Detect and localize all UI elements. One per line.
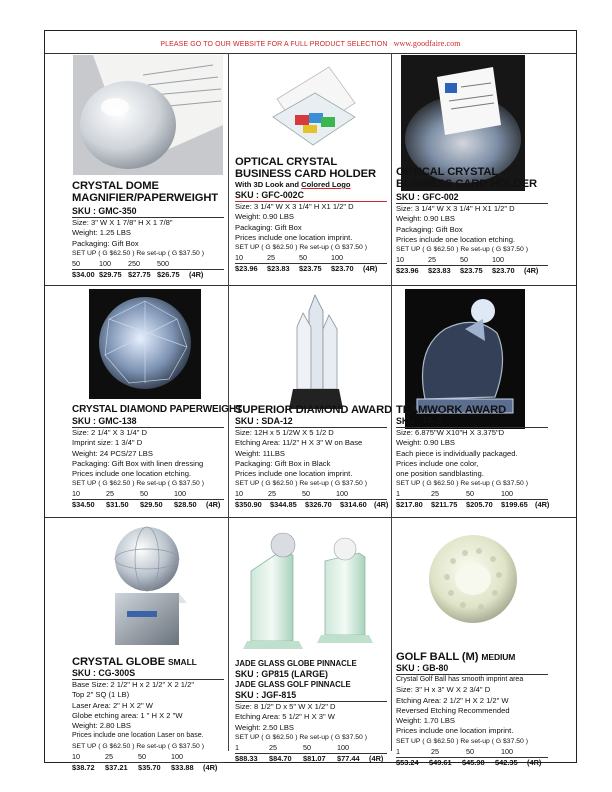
setup-charges: SET UP ( G $62.50 ) Re set-up ( G $37.50 ) <box>235 733 367 741</box>
product-subtitle <box>235 180 395 190</box>
qty-value: 1 <box>396 746 400 756</box>
detail-line: Weight: 0.90 LBS <box>396 438 455 448</box>
price-value: $31.50 <box>106 500 129 510</box>
price-value: $34.50 <box>72 500 95 510</box>
price-value: $23.83 <box>267 264 290 274</box>
price-value: $23.70 <box>331 264 354 274</box>
product-details <box>72 680 232 742</box>
qty-value: 25 <box>431 489 439 499</box>
quantity-row <box>72 752 232 762</box>
detail-line: Packaging: Gift Box <box>396 224 463 234</box>
qty-value: 100 <box>99 258 111 268</box>
price-value: $26.75 <box>157 269 180 279</box>
qty-value: 100 <box>501 489 513 499</box>
price-row <box>72 763 232 773</box>
qty-value: 50 <box>299 253 307 263</box>
qty-value: 25 <box>431 746 439 756</box>
product-sku: SKU : CG-300S <box>72 668 136 678</box>
detail-line: Laser Area: 2" H X 2" W <box>72 700 153 710</box>
price-value: $84.70 <box>269 753 292 763</box>
price-value: $35.70 <box>138 762 161 772</box>
product-title <box>235 156 395 180</box>
price-value: $34.00 <box>72 269 95 279</box>
qty-value: 250 <box>128 258 140 268</box>
product-sku: SKU : TA-S <box>396 416 443 426</box>
subtitle-underlined-text: Colored Logo <box>301 180 351 189</box>
product-card-jade-glass-pinnacle <box>235 659 395 764</box>
detail-line: Etching Area: 5 1/2" H X 3" W <box>235 712 335 722</box>
detail-line: Weight: 0.90 LBS <box>235 212 294 222</box>
price-value: $53.24 <box>396 757 419 767</box>
price-value: $205.70 <box>466 500 493 510</box>
qty-value: 25 <box>268 489 276 499</box>
qty-value: 50 <box>138 751 146 761</box>
detail-line: Prices include one location imprint. <box>396 726 514 736</box>
qty-value: 500 <box>157 258 169 268</box>
detail-line: Size: 8 1/2" D x 5" W X 1/2" D <box>235 702 336 711</box>
detail-line: Size: 3 1/4" W X 3 1/4" H X1 1/2" D <box>396 204 515 213</box>
price-value: $49.61 <box>429 757 452 767</box>
product-card-teamwork-award <box>396 404 556 510</box>
quantity-row <box>72 489 232 499</box>
product-details <box>396 204 556 245</box>
detail-line: Size: 12H x 5 1/2W X 5 1/2 D <box>235 428 334 437</box>
detail-line: Weight: 1.70 LBS <box>396 716 455 726</box>
price-row <box>235 500 395 510</box>
product-details <box>72 428 232 479</box>
price-value: $23.75 <box>299 264 322 274</box>
qty-value: 25 <box>106 489 114 499</box>
qty-value: 10 <box>396 255 404 265</box>
detail-line: Weight: 11LBS <box>235 448 285 458</box>
price-reference: (4R) <box>374 500 389 510</box>
price-reference: (4R) <box>206 500 221 510</box>
price-value: $23.96 <box>396 266 419 276</box>
product-title <box>396 404 556 416</box>
product-details <box>235 428 395 479</box>
setup-charges: SET UP ( G $62.50 ) Re set-up ( G $37.50 ) <box>396 246 528 254</box>
price-reference: (4R) <box>527 757 542 767</box>
quantity-row <box>235 253 395 263</box>
setup-charges: SET UP ( G $62.50 ) Re set-up ( G $37.50 ) <box>396 480 528 488</box>
product-sku: SKU : GMC-350 <box>72 206 137 216</box>
price-value: $77.44 <box>337 753 360 763</box>
title-size: MEDIUM <box>481 652 516 662</box>
qty-value: 100 <box>501 746 513 756</box>
qty-value: 25 <box>267 253 275 263</box>
qty-value: 50 <box>72 258 80 268</box>
price-value: $28.50 <box>174 500 197 510</box>
quantity-row <box>235 489 395 499</box>
qty-value: 25 <box>428 255 436 265</box>
product-card-crystal-card-holder <box>396 166 556 276</box>
setup-charges: SET UP ( G $62.50 ) Re set-up ( G $37.50 ) <box>72 480 204 488</box>
price-value: $344.85 <box>270 500 297 510</box>
detail-line: Weight: 2.50 LBS <box>235 722 294 732</box>
price-value: $199.65 <box>501 500 528 510</box>
superior-diamond-award-photo <box>285 293 347 417</box>
setup-charges: SET UP ( G $62.50 ) Re set-up ( G $37.50 ) <box>235 480 367 488</box>
qty-value: 25 <box>269 742 277 752</box>
detail-line: Weight: 2.80 LBS <box>72 721 131 731</box>
price-value: $211.75 <box>431 500 458 510</box>
price-value: $23.75 <box>460 266 483 276</box>
product-title <box>396 166 556 190</box>
qty-value: 50 <box>466 746 474 756</box>
price-value: $42.35 <box>495 757 518 767</box>
price-value: $81.07 <box>303 753 326 763</box>
price-reference: (4R) <box>535 500 550 510</box>
price-reference: (4R) <box>189 269 204 279</box>
crystal-globe-photo <box>91 523 203 649</box>
title-line: OPTICAL CRYSTAL <box>235 156 338 168</box>
price-value: $27.75 <box>128 269 151 279</box>
price-value: $88.33 <box>235 753 258 763</box>
price-value: $326.70 <box>305 500 332 510</box>
setup-charges: SET UP ( G $62.50 ) Re set-up ( G $37.50 ) <box>396 737 528 745</box>
title-line: MAGNIFIER/PAPERWEIGHT <box>72 192 219 204</box>
detail-line: Base Size: 2 1/2" H x 2 1/2" X 2 1/2" <box>72 680 195 689</box>
detail-line: Prices include one location etching. <box>72 469 192 479</box>
qty-value: 100 <box>337 742 349 752</box>
crystal-diamond-photo <box>89 289 201 399</box>
product-details <box>396 428 556 479</box>
price-value: $350.90 <box>235 500 262 510</box>
title-line: BUSINESS CARD HOLDER <box>396 178 537 190</box>
price-value: $38.72 <box>72 762 95 772</box>
qty-value: 10 <box>235 489 243 499</box>
qty-value: 100 <box>336 489 348 499</box>
product-title <box>72 180 232 204</box>
detail-line: Prices include one location imprint. <box>235 232 353 242</box>
color-card-holder-photo <box>259 59 365 151</box>
detail-line: Crystal Golf Ball has smooth imprint area <box>396 676 524 683</box>
price-reference: (4R) <box>203 762 218 772</box>
quantity-row <box>235 743 395 753</box>
qty-value: 1 <box>235 742 239 752</box>
product-details <box>235 702 395 733</box>
product-sku-large: SKU : GP815 (LARGE) <box>235 669 328 679</box>
setup-charges: SET UP ( G $62.50 ) Re set-up ( G $37.50 ) <box>72 249 204 257</box>
product-sku: SKU : GB-80 <box>396 663 449 673</box>
product-sku: SKU : GFC-002 <box>396 192 459 202</box>
qty-value: 10 <box>72 489 80 499</box>
title-main: GOLF BALL (M) <box>396 651 479 663</box>
price-row <box>72 270 232 280</box>
qty-value: 25 <box>105 751 113 761</box>
detail-line: Size: 3" H x 3" W X 2 3/4" D <box>396 685 491 695</box>
price-row <box>396 758 556 768</box>
title-size: SMALL <box>167 657 197 667</box>
detail-line: Etching Area: 2 1/2" H X 2 1/2" W <box>396 695 509 705</box>
qty-value: 50 <box>466 489 474 499</box>
title-line: OPTICAL CRYSTAL <box>396 166 499 178</box>
detail-line: Prices include one location etching. <box>396 234 516 244</box>
detail-line: one position sandblasting. <box>396 469 484 479</box>
qty-value: 50 <box>140 489 148 499</box>
product-details <box>72 218 232 249</box>
price-reference: (4R) <box>363 264 378 274</box>
product-details <box>235 202 395 243</box>
price-value: $23.96 <box>235 264 258 274</box>
product-sku: SKU : SDA-12 <box>235 416 293 426</box>
detail-line: Packaging: Gift Box <box>235 222 302 232</box>
detail-line: Prices include one color, <box>396 458 479 468</box>
price-value: $45.98 <box>462 757 485 767</box>
detail-line: Size: 6.875"W X10"H X 3.375"D <box>396 428 505 437</box>
title-main: CRYSTAL GLOBE <box>72 656 165 668</box>
detail-line: Weight: 1.25 LBS <box>72 228 131 238</box>
detail-line: Each piece is individually packaged. <box>396 448 518 458</box>
product-sku: SKU : JGF-815 <box>235 690 297 700</box>
price-value: $217.80 <box>396 500 423 510</box>
product-title-secondary: JADE GLASS GOLF PINNACLE <box>235 680 351 689</box>
title-line: SUPERIOR DIAMOND AWARD <box>235 404 393 416</box>
qty-value: 100 <box>331 253 343 263</box>
detail-line: Reversed Etching Recommended <box>396 705 510 715</box>
qty-value: 10 <box>72 751 80 761</box>
detail-line: Size: 3 1/4" W X 3 1/4" H X1 1/2" D <box>235 202 354 211</box>
product-card-crystal-diamond <box>72 404 243 510</box>
price-row <box>235 264 395 274</box>
detail-line: Weight: 24 PCS/27 LBS <box>72 448 153 458</box>
price-value: $29.75 <box>99 269 122 279</box>
detail-line: Size: 3" W X 1 7/8" H X 1 7/8" <box>72 218 173 227</box>
setup-charges: SET UP ( G $62.50 ) Re set-up ( G $37.50 ) <box>235 244 367 252</box>
detail-line: Weight: 0.90 LBS <box>396 214 455 224</box>
qty-value: 50 <box>460 255 468 265</box>
website-banner <box>45 39 576 48</box>
product-card-crystal-dome <box>72 180 232 280</box>
crystal-dome-magnifier-photo <box>73 55 223 175</box>
price-value: $23.70 <box>492 266 515 276</box>
price-value: $314.60 <box>340 500 367 510</box>
quantity-row <box>396 747 556 757</box>
detail-line: Prices include one location Laser on base. <box>72 732 204 740</box>
column-divider-1 <box>228 53 229 751</box>
qty-value: 50 <box>303 742 311 752</box>
product-title <box>235 404 395 416</box>
detail-line: Packaging: Gift Box <box>72 238 139 248</box>
product-title: JADE GLASS GLOBE PINNACLE <box>235 659 357 668</box>
detail-line: Imprint size: 1 3/4" D <box>72 438 143 448</box>
detail-line: Size: 2 1/4" X 3 1/4" D <box>72 428 148 437</box>
detail-line: Packaging: Gift Box in Black <box>235 458 331 468</box>
product-card-crystal-globe <box>72 656 232 773</box>
qty-value: 100 <box>492 255 504 265</box>
title-line: CRYSTAL DIAMOND PAPERWEIGHT <box>72 404 243 415</box>
catalog-page-frame <box>44 30 577 772</box>
price-value: $37.21 <box>105 762 128 772</box>
price-reference: (4R) <box>524 266 539 276</box>
setup-charges: SET UP ( G $62.50 ) Re set-up ( G $37.50 ) <box>72 742 204 750</box>
qty-value: 50 <box>302 489 310 499</box>
qty-value: 10 <box>235 253 243 263</box>
detail-line: Prices include one location imprint. <box>235 469 353 479</box>
qty-value: 100 <box>174 489 186 499</box>
jade-glass-pinnacle-photo <box>241 523 381 655</box>
quantity-row <box>396 255 556 265</box>
price-value: $33.88 <box>171 762 194 772</box>
product-card-color-card-holder <box>235 156 395 274</box>
detail-line: Packaging: Gift Box with linen dressing <box>72 458 204 468</box>
golf-ball-photo <box>423 531 523 631</box>
product-title <box>72 404 243 416</box>
subtitle-text: With 3D Look and <box>235 180 302 189</box>
price-value: $23.83 <box>428 266 451 276</box>
price-row <box>396 500 556 510</box>
quantity-row <box>396 489 556 499</box>
product-title <box>72 656 232 668</box>
banner-text: PLEASE GO TO OUR WEBSITE FOR A FULL PRODUCT SELECTION <box>160 41 388 48</box>
product-sku: SKU : GFC-002C <box>235 190 304 200</box>
title-line: CRYSTAL DOME <box>72 180 159 192</box>
row-divider-1 <box>45 285 576 286</box>
row-divider-2 <box>45 517 576 518</box>
price-reference: (4R) <box>369 753 384 763</box>
price-row <box>235 754 395 764</box>
qty-value: 1 <box>396 489 400 499</box>
product-card-golf-ball <box>396 651 556 768</box>
product-card-superior-diamond-award <box>235 404 395 510</box>
price-row <box>72 500 232 510</box>
product-sku: SKU : GMC-138 <box>72 416 137 426</box>
product-details <box>396 675 556 737</box>
detail-line: Top 2" SQ (1 LB) <box>72 690 130 700</box>
website-url-link[interactable]: www.goodfaire.com <box>393 39 461 48</box>
title-line: TEAMWORK AWARD <box>396 404 507 416</box>
top-rule <box>45 53 576 54</box>
qty-value: 100 <box>171 751 183 761</box>
price-value: $29.50 <box>140 500 163 510</box>
product-title <box>396 651 556 663</box>
title-line: BUSINESS CARD HOLDER <box>235 168 376 180</box>
detail-line: Globe etching area: 1 " H X 2 "W <box>72 710 183 720</box>
quantity-row <box>72 259 232 269</box>
price-row <box>396 266 556 276</box>
detail-line: Etching Area: 11/2" H X 3" W on Base <box>235 438 363 448</box>
